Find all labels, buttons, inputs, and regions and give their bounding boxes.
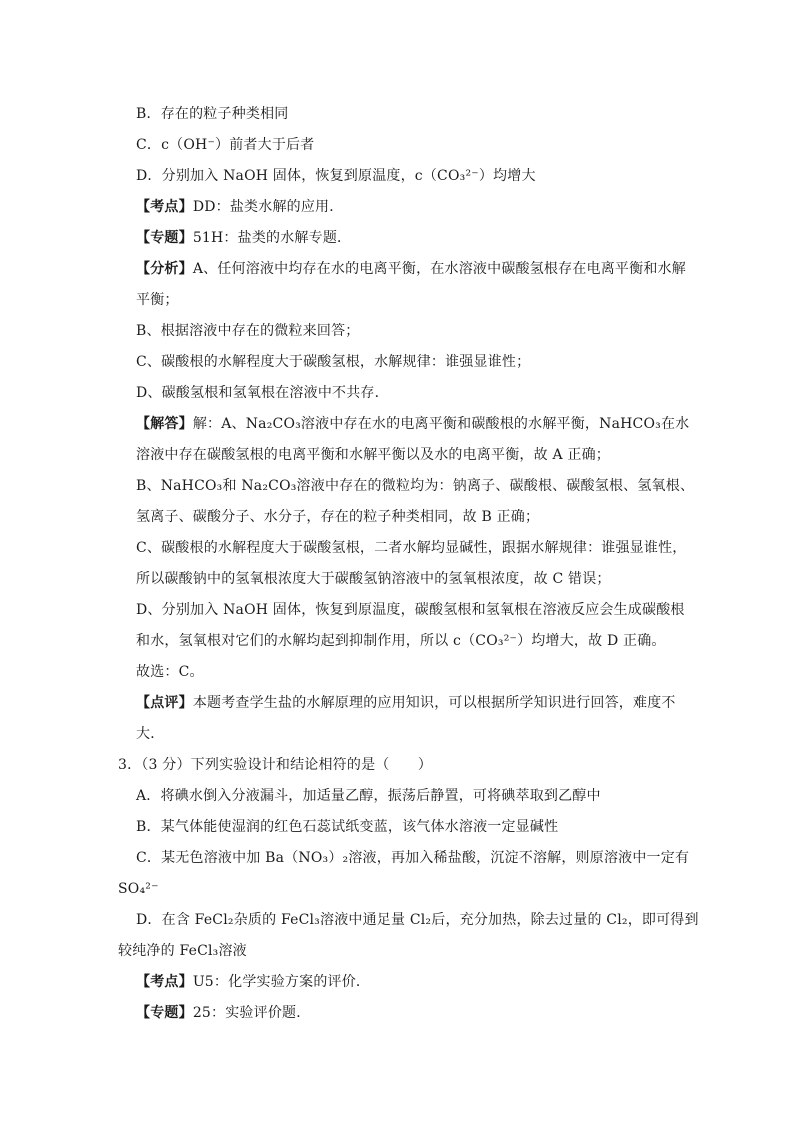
q2-option-c: C．c（OH⁻）前者大于后者 — [136, 137, 315, 153]
dianping-tag: 【点评】 — [136, 695, 193, 711]
zhuanti-tag: 【专题】 — [136, 230, 193, 246]
q2-jieda-2: 溶液中存在碳酸氢根的电离平衡和水解平衡以及水的电离平衡，故 A 正确； — [136, 447, 611, 463]
q2-fenxi-5: D、碳酸氢根和氢氧根在溶液中不共存． — [136, 385, 389, 401]
zhuanti-text: 51H：盐类的水解专题． — [192, 230, 352, 246]
kaodian-tag: 【考点】 — [136, 199, 193, 215]
q2-zhuanti-line — [136, 228, 351, 248]
q2-option-d: D．分别加入 NaOH 固体，恢复到原温度，c（CO₃²⁻）均增大 — [136, 168, 536, 184]
q2-jieda-6: 所以碳酸钠中的氢氧根浓度大于碳酸氢钠溶液中的氢氧根浓度，故 C 错误； — [136, 571, 611, 587]
q2-jieda-line — [136, 414, 689, 434]
q3-option-a: A．将碘水倒入分液漏斗，加适量乙醇，振荡后静置，可将碘萃取到乙醇中 — [136, 788, 601, 804]
q3-option-c-2: SO₄²⁻ — [118, 881, 159, 897]
q2-jieda-4: 氢离子、碳酸分子、水分子，存在的粒子种类相同，故 B 正确； — [136, 509, 540, 525]
q2-jieda-9: 故选：C。 — [136, 664, 204, 680]
q2-option-b: B．存在的粒子种类相同 — [136, 106, 289, 122]
q2-kaodian-line — [136, 197, 343, 217]
q2-jieda-3: B、NaHCO₃和 Na₂CO₃溶液中存在的微粒均为：钠离子、碳酸根、碳酸氢根、氢氧根、 — [136, 478, 695, 494]
q3-option-b: B．某气体能使湿润的红色石蕊试纸变蓝，该气体水溶液一定显碱性 — [136, 819, 559, 835]
kaodian-text: U5：化学实验方案的评价． — [192, 974, 371, 990]
q2-dianping-line — [136, 693, 676, 713]
q2-jieda-5: C、碳酸根的水解程度大于碳酸氢根，二者水解均显碱性，跟据水解规律：谁强显谁性， — [136, 540, 687, 556]
fenxi-tag: 【分析】 — [136, 261, 193, 277]
kaodian-tag: 【考点】 — [136, 974, 193, 990]
q3-stem: 3．（3 分）下列实验设计和结论相符的是（ ） — [118, 757, 433, 773]
q2-dianping-2: 大． — [136, 726, 165, 742]
jieda-text: 解：A、Na₂CO₃溶液中存在水的电离平衡和碳酸根的水解平衡，NaHCO₃在水 — [192, 416, 690, 432]
q2-fenxi-2: 平衡； — [136, 292, 179, 308]
q2-fenxi-line — [136, 259, 686, 279]
kaodian-text: DD：盐类水解的应用． — [192, 199, 344, 215]
fenxi-text: A、任何溶液中均存在水的电离平衡，在水溶液中碳酸氢根存在电离平衡和水解 — [192, 261, 686, 277]
q2-jieda-8: 和水，氢氧根对它们的水解均起到抑制作用，所以 c（CO₃²⁻）均增大，故 D 正确。 — [136, 633, 666, 649]
q3-option-c-1: C．某无色溶液中加 Ba（NO₃）₂溶液，再加入稀盐酸，沉淀不溶解，则原溶液中一定有 — [136, 850, 690, 866]
dianping-text: 本题考查学生盐的水解原理的应用知识，可以根据所学知识进行回答，难度不 — [192, 695, 676, 711]
q3-option-d-2: 较纯净的 FeCl₃溶液 — [118, 943, 247, 959]
q2-fenxi-4: C、碳酸根的水解程度大于碳酸氢根，水解规律：谁强显谁性； — [136, 354, 531, 370]
q3-option-d-1: D．在含 FeCl₂杂质的 FeCl₃溶液中通足量 Cl₂后，充分加热，除去过量的 Cl₂，即可得到 — [136, 912, 699, 928]
q3-kaodian-line — [136, 972, 370, 992]
zhuanti-tag: 【专题】 — [136, 1005, 193, 1021]
q3-zhuanti-line — [136, 1003, 310, 1023]
q2-fenxi-3: B、根据溶液中存在的微粒来回答； — [136, 323, 360, 339]
q2-jieda-7: D、分别加入 NaOH 固体，恢复到原温度，碳酸氢根和氢氧根在溶液反应会生成碳酸根 — [136, 602, 685, 618]
zhuanti-text: 25：实验评价题． — [192, 1005, 311, 1021]
jieda-tag: 【解答】 — [136, 416, 193, 432]
